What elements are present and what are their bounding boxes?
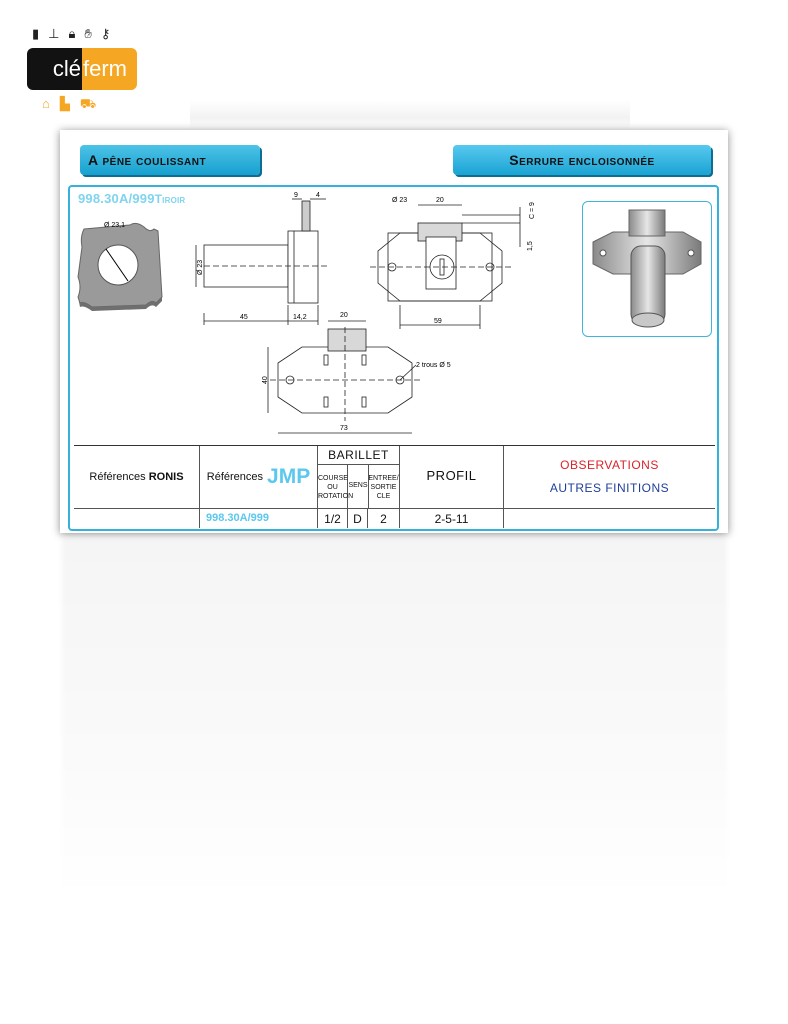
- dim-c9: C = 9: [529, 202, 536, 219]
- dim-front-diameter: Ø 23: [392, 197, 408, 204]
- hand-icon: ✋︎: [84, 26, 92, 41]
- category-pill: A pêne coulissant: [80, 145, 260, 175]
- row-jmp: 998.30A/999: [200, 509, 318, 528]
- entree-header: ENTREE/ SORTIE CLE: [368, 475, 399, 500]
- course-header: COURSE OU ROTATION: [318, 464, 348, 508]
- dim-20-top: 20: [436, 197, 444, 204]
- row-entree: 2: [368, 509, 400, 528]
- building-icon: ▙: [59, 96, 70, 111]
- dim-holes: 2 trous Ø 5: [416, 362, 451, 369]
- row-sens: D: [348, 509, 368, 528]
- padlock-icon: 🔒︎: [68, 26, 76, 41]
- jmp-header: [200, 446, 318, 508]
- dim-bolt-hole: Ø 23,1: [104, 222, 126, 229]
- dim-40: 40: [262, 376, 269, 384]
- scan-ghost: [62, 540, 727, 900]
- product-photo: [583, 202, 711, 336]
- product-sheet: [60, 130, 728, 533]
- reference-number: 998.30A/999: [78, 191, 155, 206]
- drawing-frame: [68, 185, 719, 531]
- dim-1-5: 1,5: [527, 241, 534, 251]
- door-handle-icon: ▮: [32, 26, 40, 41]
- profil-header: PROFIL: [400, 446, 504, 508]
- side-view: [196, 199, 330, 325]
- jmp-brand: JMP: [267, 465, 311, 488]
- dim-45: 45: [240, 314, 248, 321]
- row-course: 1/2: [318, 509, 348, 528]
- dim-9: 9: [294, 192, 298, 199]
- reference-suffix: Tiroir: [154, 192, 186, 206]
- key-icon: ⚷: [100, 26, 111, 41]
- row-profil: 2-5-11: [400, 509, 504, 528]
- cleferm-logo: [24, 26, 140, 112]
- barillet-group: [318, 446, 400, 508]
- front-view: [370, 205, 520, 329]
- type-pill: Serrure encloisonnée: [453, 145, 711, 175]
- dim-59: 59: [434, 318, 442, 325]
- dim-14: 14,2: [293, 314, 307, 321]
- row-ronis: [74, 509, 200, 528]
- dim-73: 73: [340, 425, 348, 432]
- logo-badge: [27, 48, 137, 90]
- faucet-icon: ⊥: [48, 26, 60, 41]
- ronis-header: [74, 446, 200, 508]
- dim-20-bottom: 20: [340, 312, 348, 319]
- dim-side-diameter: Ø 23: [197, 259, 204, 275]
- jmp-label: Références: [206, 471, 264, 483]
- observations-header: [504, 446, 715, 508]
- sens-header: SENS: [348, 464, 369, 508]
- finitions-label: AUTRES FINITIONS: [549, 481, 670, 495]
- top-view: [268, 321, 422, 433]
- scan-smudge: [190, 100, 630, 130]
- logo-text-left: clé: [27, 48, 82, 90]
- product-photo-frame: [582, 201, 712, 337]
- dim-4: 4: [316, 192, 320, 199]
- logo-icons: [32, 26, 140, 42]
- observations-label: OBSERVATIONS: [560, 458, 659, 472]
- logo-sub-icons: [42, 96, 96, 114]
- ronis-brand: RONIS: [148, 471, 184, 483]
- barillet-header: BARILLET: [318, 446, 399, 465]
- specs-table: [74, 445, 715, 528]
- bolt-plate-render: [78, 223, 162, 311]
- truck-icon: ⛟: [79, 96, 97, 111]
- logo-text-right: ferm: [82, 48, 137, 90]
- ronis-label: Références: [89, 471, 146, 483]
- house-icon: ⌂: [42, 96, 50, 111]
